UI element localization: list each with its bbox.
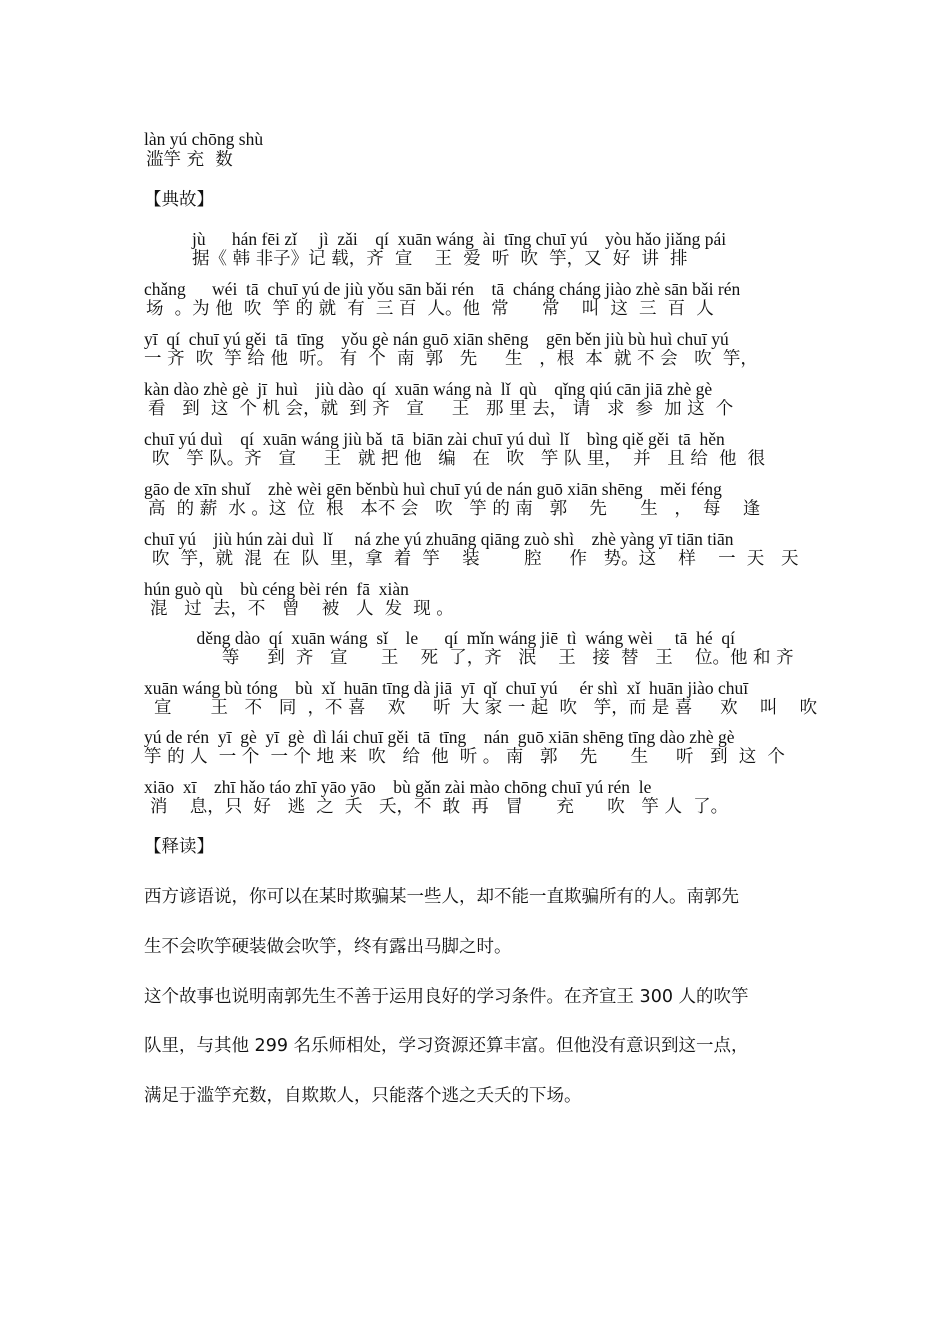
story-line-pinyin: gāo de xīn shuǐ zhè wèi gēn běnbù huì chuī yú de nán guō xiān shēng měi féng (144, 479, 722, 499)
title-pinyin: làn yú chōng shù (144, 129, 264, 149)
section-heading-story: 【典故】 (144, 190, 214, 210)
story-line-pinyin: xiāo xī zhī hǎo táo zhī yāo yāo bù gǎn zài mào chōng chuī yú rén le (144, 777, 652, 797)
interpretation-line: 西方谚语说，你可以在某时欺骗某一些人，却不能一直欺骗所有的人。南郭先 (144, 887, 739, 907)
story-line-pinyin: kàn dào zhè gè jī huì jiù dào qí xuān wáng nà lǐ qù qǐng qiú cān jiā zhè gè (144, 379, 713, 399)
interpretation-line: 满足于滥竽充数，自欺欺人，只能落个逃之夭夭的下场。 (144, 1086, 582, 1106)
interpretation-line: 这个故事也说明南郭先生不善于运用良好的学习条件。在齐宣王 300 人的吹竽 (144, 987, 749, 1007)
story-line-pinyin: chuī yú jiù hún zài duì lǐ ná zhe yú zhuāng qiāng zuò shì zhè yàng yī tiān tiān (144, 529, 734, 549)
story-line-hanzi: 竽 的 人 一 个 一 个 地 来 吹 给 他 听 。 南 郭 先 生 听 到 这 个 (144, 747, 785, 767)
story-line-pinyin: xuān wáng bù tóng bù xǐ huān tīng dà jiā yī qǐ chuī yú ér shì xǐ huān jiào chuī (144, 678, 749, 698)
story-line-hanzi: 一 齐 吹 竽 给 他 听。 有 个 南 郭 先 生 ，根 本 就 不 会 吹 竽， (144, 349, 758, 369)
interpretation-line: 生不会吹竽硬装做会吹竽，终有露出马脚之时。 (144, 937, 512, 957)
title-hanzi: 滥竽 充 数 (146, 150, 233, 170)
story-line-hanzi: 等 到 齐 宣 王 死 了，齐 泯 王 接 替 王 位。他 和 齐 (144, 648, 794, 668)
story-line-hanzi: 混 过 去，不 曾 被 人 发 现 。 (150, 599, 454, 619)
story-line-hanzi: 据《 韩 非子》记 载，齐 宣 王 爱 听 吹 竽，又 好 讲 排 (192, 249, 688, 269)
story-line-hanzi: 看 到 这 个 机 会，就 到 齐 宣 王 那 里 去， 请 求 参 加 这 个 (148, 399, 734, 419)
story-line-hanzi: 消 息，只 好 逃 之 夭 夭，不 敢 再 冒 充 吹 竽 人 了。 (150, 797, 729, 817)
story-line-pinyin: hún guò qù bù céng bèi rén fā xiàn (144, 579, 409, 599)
story-line-hanzi: 场 。为 他 吹 竽 的 就 有 三 百 人。他 常 常 叫 这 三 百 人 (146, 299, 714, 319)
interpretation-line: 队里，与其他 299 名乐师相处，学习资源还算丰富。但他没有意识到这一点， (144, 1036, 749, 1056)
story-line-pinyin: děng dào qí xuān wáng sǐ le qí mǐn wáng jiē tì wáng wèi tā hé qí (144, 628, 736, 648)
story-line-pinyin: jù hán fēi zǐ jì zǎi qí xuān wáng ài tīng chuī yú yòu hǎo jiǎng pái (192, 229, 727, 249)
story-line-pinyin: yú de rén yī gè yī gè dì lái chuī gěi tā tīng nán guō xiān shēng tīng dào zhè gè (144, 727, 735, 747)
section-heading-interpretation: 【释读】 (144, 837, 214, 857)
story-line-hanzi: 吹 竽 队。齐 宣 王 就 把 他 编 在 吹 竽 队 里， 并 且 给 他 很 (152, 449, 766, 469)
story-line-pinyin: chuī yú duì qí xuān wáng jiù bǎ tā biān zài chuī yú duì lǐ bìng qiě gěi tā hěn (144, 429, 725, 449)
story-line-hanzi: 宣 王 不 同 ，不 喜 欢 听 大 家 一 起 吹 竽，而 是 喜 欢 叫 吹 (154, 698, 818, 718)
story-line-hanzi: 吹 竽，就 混 在 队 里，拿 着 竽 装 腔 作 势。这 样 一 天 天 (152, 549, 799, 569)
story-line-hanzi: 高 的 薪 水 。这 位 根 本不 会 吹 竽 的 南 郭 先 生 ， 每 逢 (148, 499, 761, 519)
story-line-pinyin: yī qí chuī yú gěi tā tīng yǒu gè nán guō xiān shēng gēn běn jiù bù huì chuī yú (144, 329, 729, 349)
story-line-pinyin: chǎng wéi tā chuī yú de jiù yǒu sān bǎi rén tā cháng cháng jiào zhè sān bǎi rén (144, 279, 741, 299)
